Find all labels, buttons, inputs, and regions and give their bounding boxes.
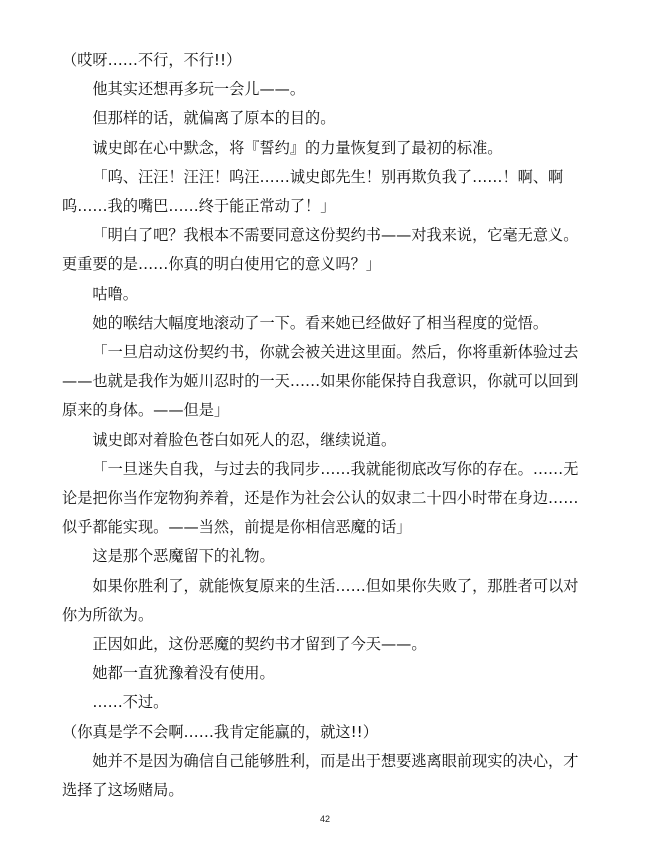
paragraph: 正因如此，这份恶魔的契约书才留到了今天——。: [92, 635, 427, 654]
paragraph: 他其实还想再多玩一会儿——。: [92, 80, 306, 99]
paragraph: 「呜、汪汪！汪汪！呜汪……诚史郎先生！别再欺负我了……！啊、啊呜……我的嘴巴……终于能正常动了！」: [62, 167, 564, 216]
paragraph: 咕噜。: [92, 284, 138, 303]
paragraph: 她的喉结大幅度地滚动了一下。看来她已经做好了相当程度的觉悟。: [92, 313, 549, 332]
paragraph: 「一旦迷失自我，与过去的我同步……我就能彻底改写你的存在。……无论是把你当作宠物狗养着，还是作为社会公认的奴隶二十四小时带在身边……似乎都能实现。——当然，前提是你相信恶魔的话」: [62, 459, 579, 537]
paragraph: （你真是学不会啊……我肯定能赢的，就这!!）: [62, 722, 378, 741]
paragraph: （哎呀……不行，不行!!）: [62, 51, 242, 69]
paragraph: 但那样的话，就偏离了原本的目的。: [92, 109, 336, 128]
paragraph: 「明白了吧？我根本不需要同意这份契约书——对我来说，它毫无意义。更重要的是……你真的明白使用它的意义吗？」: [62, 226, 579, 274]
paragraph: 诚史郎对着脸色苍白如死人的忍，继续说道。: [92, 430, 397, 449]
paragraph: 诚史郎在心中默念，将『誓约』的力量恢复到了最初的标准。: [92, 138, 503, 157]
paragraph: 这是那个恶魔留下的礼物。: [92, 547, 275, 566]
paragraph: 如果你胜利了，就能恢复原来的生活……但如果你失败了，那胜者可以对你为所欲为。: [62, 576, 579, 624]
paragraph: 「一旦启动这份契约书，你就会被关进这里面。然后，你将重新体验过去——也就是我作为姬川忍时的一天……如果你能保持自我意识，你就可以回到原来的身体。——但是」: [62, 343, 579, 420]
body-text: [62, 46, 592, 805]
page-number: 42: [319, 814, 330, 824]
paragraph: ……不过。: [92, 693, 169, 712]
paragraph: 她并不是因为确信自己能够胜利，而是出于想要逃离眼前现实的决心，才选择了这场赌局。: [62, 751, 579, 800]
paragraph: 她都一直犹豫着没有使用。: [92, 664, 275, 683]
